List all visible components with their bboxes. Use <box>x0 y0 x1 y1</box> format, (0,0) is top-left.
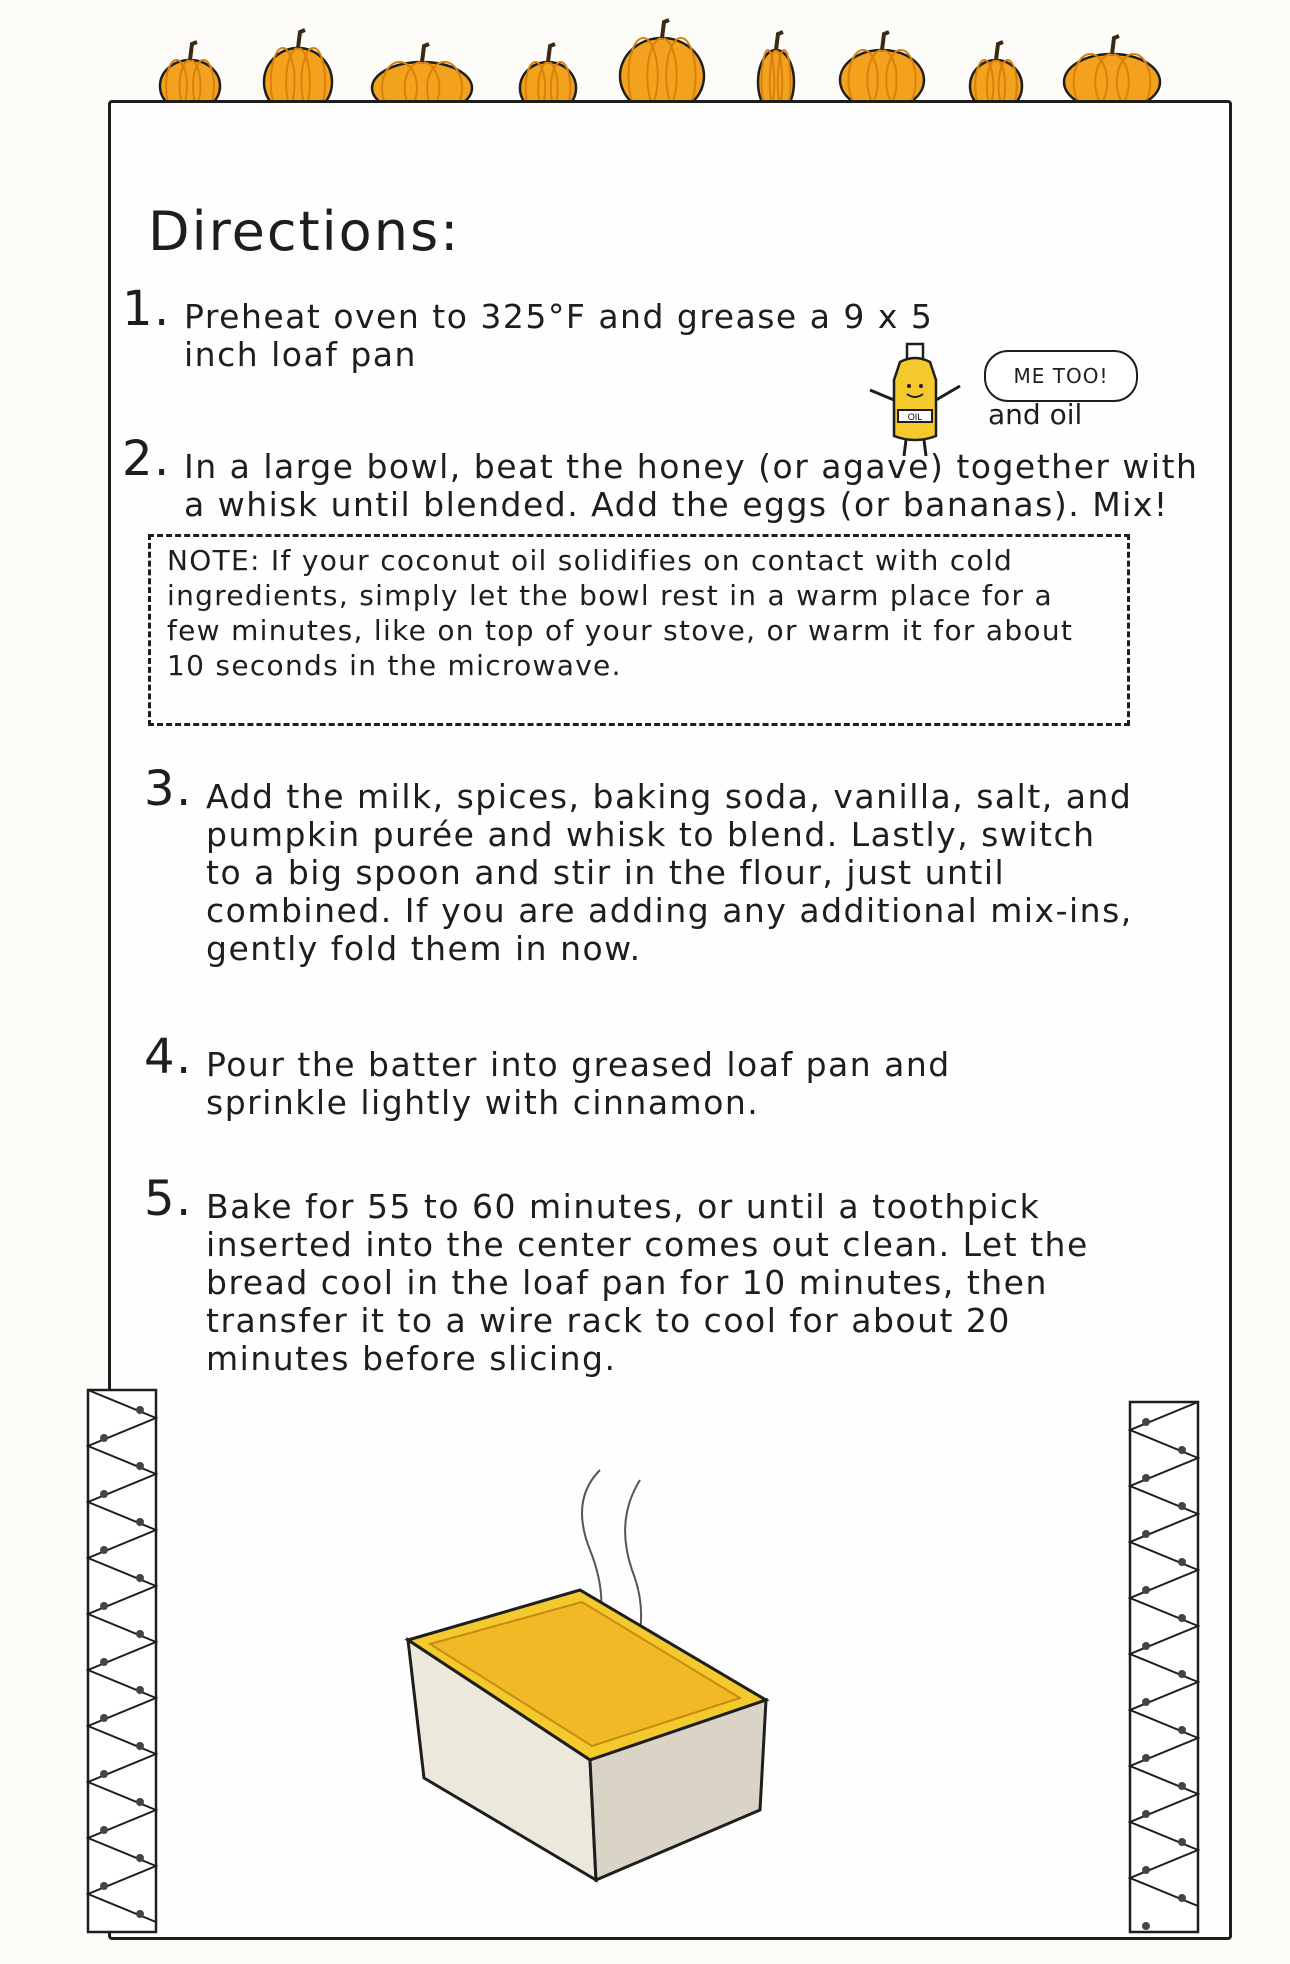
step-text: Add the milk, spices, baking soda, vanilla, salt, and pumpkin purée and whisk to blend. Lastly, switch to a big spoon and stir in the flour, just until combined. If you are adding any additional mix-ins, gently fold them in now. <box>206 777 1133 968</box>
oil-caption: and oil <box>988 398 1083 431</box>
step-text: Pour the batter into greased loaf pan and sprinkle lightly with cinnamon. <box>206 1045 951 1122</box>
step-number: 1. <box>122 281 171 337</box>
step-number: 4. <box>144 1029 193 1085</box>
step-text: Preheat oven to 325°F and grease a 9 x 5 inch loaf pan <box>184 297 934 374</box>
bottle-label: OIL <box>907 412 923 422</box>
step-text: Bake for 55 to 60 minutes, or until a toothpick inserted into the center comes out clean. Let the bread cool in the loaf pan for 10 minutes, then transfer it to a wire rack to cool for about 20 minutes before slicing. <box>206 1187 1089 1378</box>
step-text: In a large bowl, beat the honey (or agave) together with a whisk until blended. Add the eggs (or bananas). Mix! <box>184 447 1199 524</box>
triangle-border-left <box>86 1388 158 1934</box>
step-number: 2. <box>122 431 171 487</box>
step-number: 3. <box>144 761 193 817</box>
triangle-border-right <box>1128 1400 1200 1934</box>
page-title: Directions: <box>148 200 461 263</box>
step-number: 5. <box>144 1171 193 1227</box>
pumpkin-icon <box>840 32 924 110</box>
loaf-pan-icon <box>400 1460 780 1890</box>
pumpkin-icon <box>1064 36 1160 110</box>
oil-bottle-icon <box>860 340 970 460</box>
speech-bubble: ME TOO! <box>984 350 1138 402</box>
note-box: NOTE: If your coconut oil solidifies on contact with cold ingredients, simply let the bowl rest in a warm place for a few minutes, like on top of your stove, or warm it for about 10 seconds in the microwave. <box>148 534 1130 726</box>
